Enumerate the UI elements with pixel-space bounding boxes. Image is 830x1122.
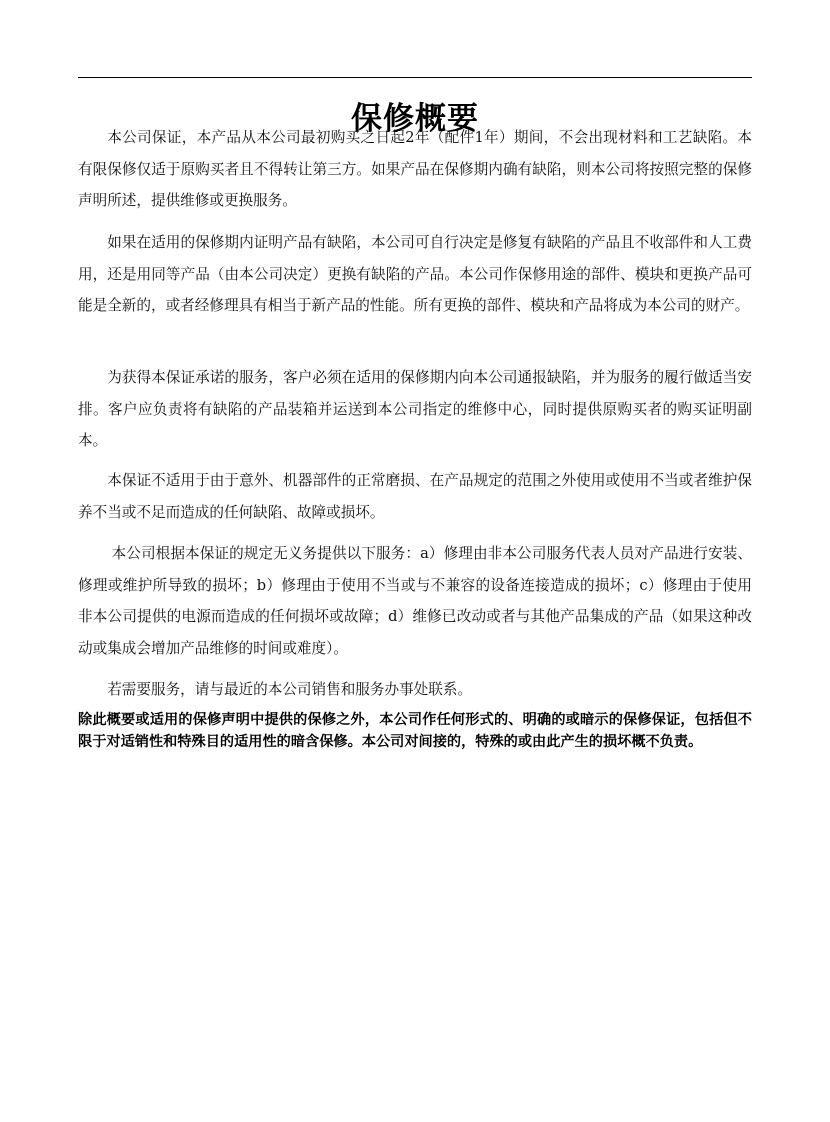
warranty-disclaimer: 除此概要或适用的保修声明中提供的保修之外，本公司作任何形式的、明确的或暗示的保修保证，包括但不限于对适销性和特殊目的适用性的暗含保修。本公司对间接的，特殊的或由此产生的损坏概不负责。 <box>78 712 752 750</box>
page-title: 保修概要 <box>351 100 479 137</box>
warranty-paragraph-service-procedure: 为获得本保证承诺的服务，客户必须在适用的保修期内向本公司通报缺陷，并为服务的履行做适当安排。客户应负责将有缺陷的产品装箱并运送到本公司指定的维修中心，同时提供原购买者的购买证明副本。 <box>78 369 752 449</box>
warranty-paragraph-coverage: 本公司保证，本产品从本公司最初购买之日起2年（配件1年）期间，不会出现材料和工艺缺陷。本有限保修仅适于原购买者且不得转让第三方。如果产品在保修期内确有缺陷，则本公司将按照完整的保修声明所述，提供维修或更换服务。 <box>78 129 752 209</box>
warranty-paragraph-repair-replace: 如果在适用的保修期内证明产品有缺陷，本公司可自行决定是修复有缺陷的产品且不收部件和人工费用，还是用同等产品（由本公司决定）更换有缺陷的产品。本公司作保修用途的部件、模块和更换产品可能是全新的，或者经修理具有相当于新产品的性能。所有更换的部件、模块和产品将成为本公司的财产。 <box>78 234 752 314</box>
header-rule <box>78 77 752 78</box>
warranty-paragraph-contact: 若需要服务，请与最近的本公司销售和服务办事处联系。 <box>107 681 473 698</box>
warranty-paragraph-no-obligation: 本公司根据本保证的规定无义务提供以下服务：a）修理由非本公司服务代表人员对产品进行安装、修理或维护所导致的损坏；b）修理由于使用不当或与不兼容的设备连接造成的损坏；c）修理由于使用非本公司提供的电源而造成的任何损坏或故障；d）维修已改动或者与其他产品集成的产品（如果这种改动或集成会增加产品维修的时间或难度）。 <box>78 545 752 657</box>
warranty-paragraph-exclusions: 本保证不适用于由于意外、机器部件的正常磨损、在产品规定的范围之外使用或使用不当或者维护保养不当或不足而造成的任何缺陷、故障或损坏。 <box>78 472 752 521</box>
